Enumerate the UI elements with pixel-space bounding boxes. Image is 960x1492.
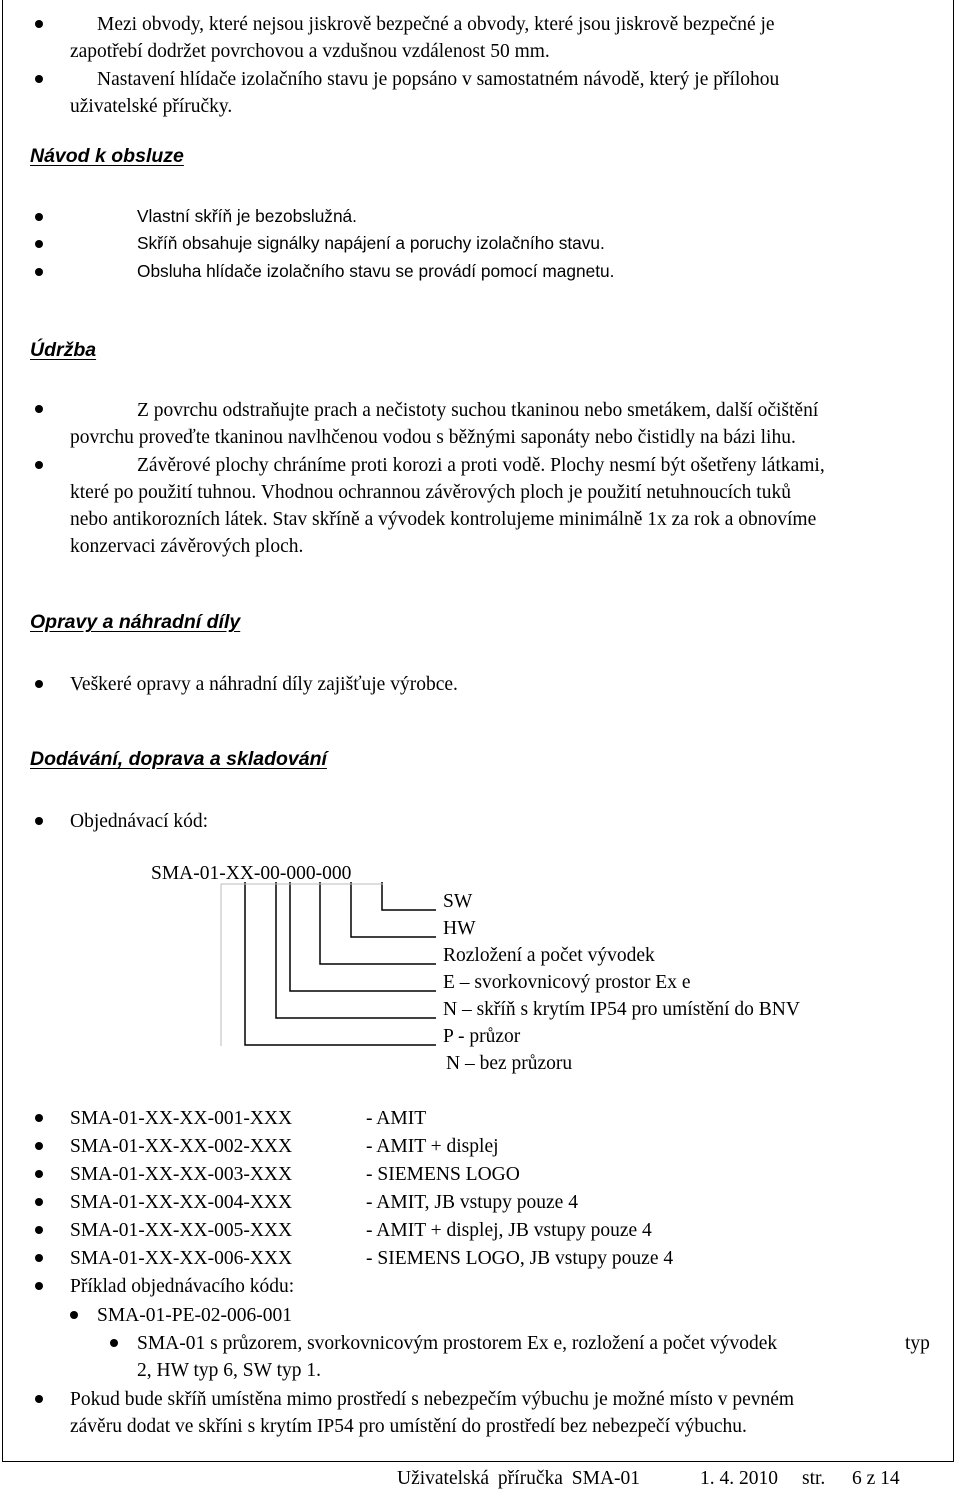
variant-code-4: SMA-01-XX-XX-004-XXX <box>70 1192 293 1213</box>
example-label: Příklad objednávacího kódu: <box>70 1276 295 1297</box>
connector-rozlozeni <box>320 882 436 964</box>
variant-desc-2: - AMIT + displej <box>366 1136 499 1157</box>
footer-page: 6 z 14 <box>852 1468 900 1489</box>
bullet <box>35 1254 43 1262</box>
variant-code-1: SMA-01-XX-XX-001-XXX <box>70 1108 293 1129</box>
variant-desc-3: - SIEMENS LOGO <box>366 1164 520 1185</box>
udrzba-item-1-line-1: Z povrchu odstraňujte prach a nečistoty suchou tkaninou nebo smetákem, další očištění <box>137 400 819 421</box>
example-code: SMA-01-PE-02-006-001 <box>97 1305 292 1326</box>
variant-code-2: SMA-01-XX-XX-002-XXX <box>70 1136 293 1157</box>
footer-page-label: str. <box>802 1468 826 1489</box>
variant-code-6: SMA-01-XX-XX-006-XXX <box>70 1248 293 1269</box>
bullet <box>35 1114 43 1122</box>
legend-hw: HW <box>443 918 476 939</box>
section-heading-navod: Návod k obsluze <box>30 145 184 167</box>
bullet <box>35 1395 43 1403</box>
final-note-line-2: závěru dodat ve skříni s krytím IP54 pro umístění do prostředí bez nebezpečí výbuchu. <box>70 1416 747 1437</box>
legend-rozlozeni: Rozložení a počet vývodek <box>443 945 655 966</box>
connector-sw <box>382 882 436 910</box>
bullet <box>35 1282 43 1290</box>
variant-code-3: SMA-01-XX-XX-003-XXX <box>70 1164 293 1185</box>
example-desc-typ: typ <box>905 1333 930 1354</box>
order-code-label: Objednávací kód: <box>70 811 209 832</box>
udrzba-item-2-line-2: které po použití tuhnou. Vhodnou ochrannou závěrových ploch je použití netuhnoucích tuků <box>70 482 791 503</box>
udrzba-item-2-line-3: nebo antikorozních látek. Stav skříně a vývodek kontrolujeme minimálně 1x za rok a obnovíme <box>70 509 817 530</box>
legend-bnv: N – skříň s krytím IP54 pro umístění do BNV <box>443 999 800 1020</box>
udrzba-item-1-line-2: povrchu proveďte tkaninou navlhčenou vodou s běžnými saponáty nebo čistidly na bázi lihu. <box>70 427 796 448</box>
legend-svorkovnice: E – svorkovnicový prostor Ex e <box>443 972 691 993</box>
variant-desc-4: - AMIT, JB vstupy pouze 4 <box>366 1192 578 1213</box>
bullet <box>35 1170 43 1178</box>
intro-bullet-1-line-2: zapotřebí dodržet povrchovou a vzdušnou vzdálenost 50 mm. <box>70 41 550 62</box>
bullet <box>35 1226 43 1234</box>
order-code-pattern: SMA-01-XX-00-000-000 <box>151 863 352 884</box>
section-heading-opravy: Opravy a náhradní díly <box>30 611 241 633</box>
example-desc-line-2: 2, HW typ 6, SW typ 1. <box>137 1360 321 1381</box>
intro-bullet-1-line-1: Mezi obvody, které nejsou jiskrově bezpečné a obvody, které jsou jiskrově bezpečné je <box>97 14 775 35</box>
section-heading-dodavani: Dodávání, doprava a skladování <box>30 748 327 770</box>
example-desc-line-1: SMA-01 s průzorem, svorkovnicovým prostorem Ex e, rozložení a počet vývodek <box>137 1333 778 1354</box>
intro-bullet-2-line-2: uživatelské příručky. <box>70 96 233 117</box>
legend-pruzor: P - průzor <box>443 1026 521 1047</box>
final-note-line-1: Pokud bude skříň umístěna mimo prostředí s nebezpečím výbuchu je možné místo v pevném <box>70 1389 795 1410</box>
navod-item-2: Skříň obsahuje signálky napájení a poruchy izolačního stavu. <box>137 233 605 253</box>
legend-bez-pruzoru: N – bez průzoru <box>446 1053 573 1074</box>
bullet <box>35 1142 43 1150</box>
intro-bullet-2-line-1: Nastavení hlídače izolačního stavu je popsáno v samostatném návodě, který je přílohou <box>97 69 780 90</box>
footer-date: 1. 4. 2010 <box>700 1468 778 1489</box>
udrzba-item-2-line-4: konzervaci závěrových ploch. <box>70 536 304 557</box>
variant-code-5: SMA-01-XX-XX-005-XXX <box>70 1220 293 1241</box>
bullet <box>35 1198 43 1206</box>
variant-desc-1: - AMIT <box>366 1108 427 1129</box>
opravy-item-1: Veškeré opravy a náhradní díly zajišťuje výrobce. <box>70 674 458 695</box>
variant-desc-5: - AMIT + displej, JB vstupy pouze 4 <box>366 1220 652 1241</box>
navod-item-3: Obsluha hlídače izolačního stavu se provádí pomocí magnetu. <box>137 261 615 281</box>
connector-bnv <box>276 882 436 1018</box>
bullet <box>110 1339 118 1347</box>
udrzba-item-2-line-1: Závěrové plochy chráníme proti korozi a proti vodě. Plochy nesmí být ošetřeny látkami, <box>137 455 825 476</box>
legend-sw: SW <box>443 891 473 912</box>
navod-item-1: Vlastní skříň je bezobslužná. <box>137 206 357 226</box>
bullet <box>70 1311 78 1319</box>
footer-doc: Uživatelská příručka SMA-01 <box>397 1468 641 1489</box>
variant-desc-6: - SIEMENS LOGO, JB vstupy pouze 4 <box>366 1248 674 1269</box>
section-heading-udrzba: Údržba <box>30 339 97 361</box>
